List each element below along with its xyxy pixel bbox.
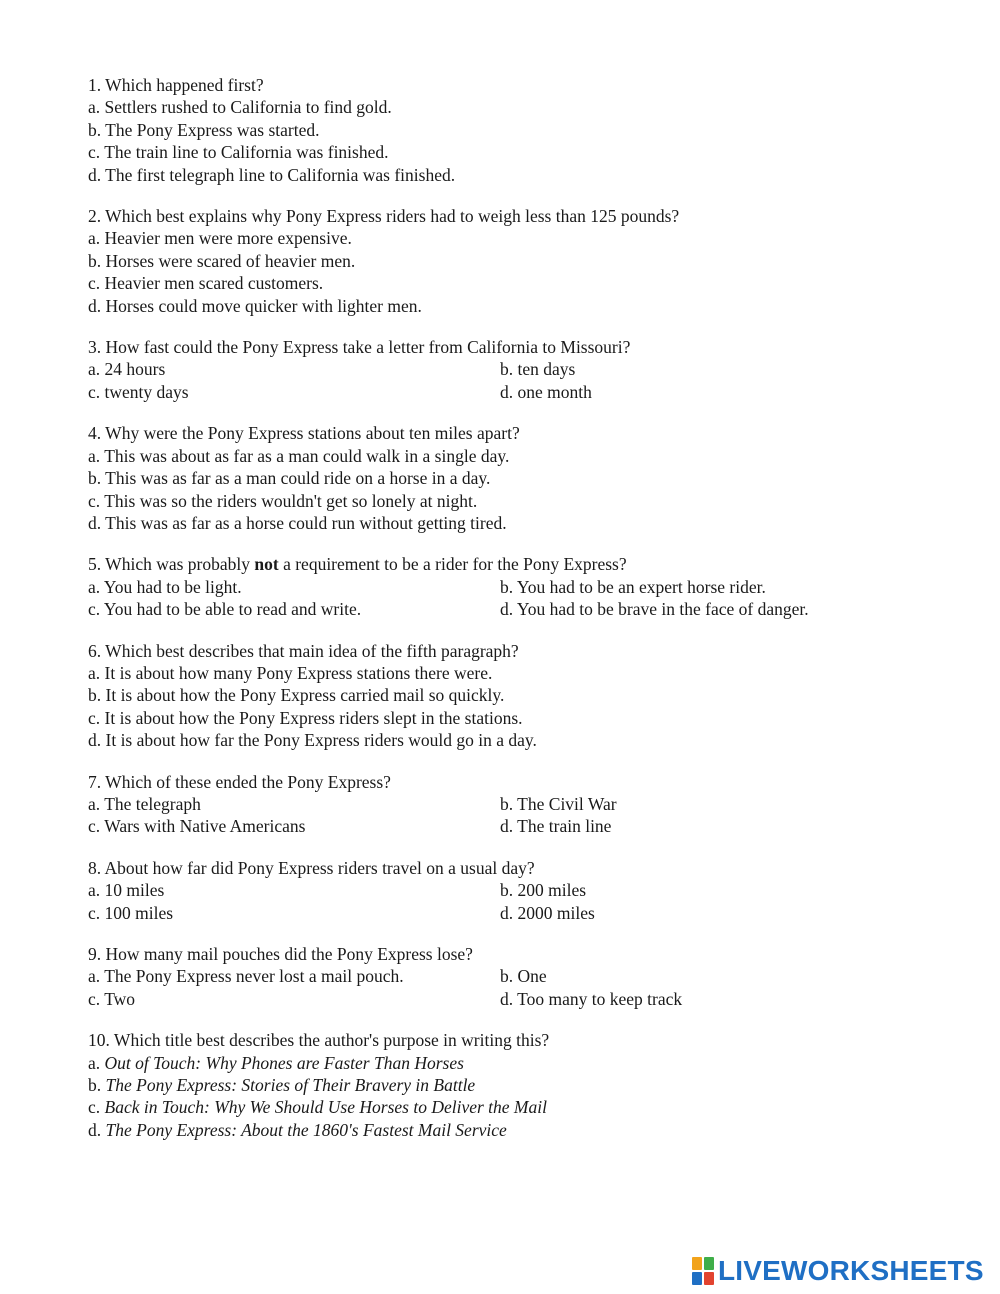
- question-2: [88, 205, 968, 317]
- option-letter: c.: [88, 1097, 105, 1118]
- option-letter: b.: [88, 1075, 106, 1096]
- question-10-option-b[interactable]: [88, 1074, 968, 1096]
- question-8: [88, 857, 968, 924]
- question-9-stem: 9. How many mail pouches did the Pony Express lose?: [88, 944, 473, 964]
- question-1-option-d[interactable]: d. The first telegraph line to California was finished.: [88, 164, 456, 185]
- question-3-option-a[interactable]: a. 24 hours: [88, 359, 166, 380]
- question-3-option-b[interactable]: b. ten days: [500, 359, 576, 380]
- question-4-option-a[interactable]: a. This was about as far as a man could walk in a single day.: [88, 445, 510, 466]
- question-6-option-b[interactable]: b. It is about how the Pony Express carried mail so quickly.: [88, 685, 505, 706]
- question-10-option-d[interactable]: [88, 1119, 968, 1141]
- question-1-option-c[interactable]: c. The train line to California was finished.: [88, 142, 389, 163]
- question-7-options: [88, 793, 968, 838]
- question-10-option-a[interactable]: [88, 1052, 968, 1074]
- question-7-stem: 7. Which of these ended the Pony Express?: [88, 771, 391, 792]
- question-6-stem: 6. Which best describes that main idea of the fifth paragraph?: [88, 640, 519, 661]
- question-2-option-d[interactable]: d. Horses could move quicker with lighter men.: [88, 295, 422, 316]
- question-5: [88, 553, 968, 620]
- question-6: [88, 640, 968, 752]
- question-9-option-c[interactable]: c. Two: [88, 988, 136, 1009]
- worksheet: [88, 74, 968, 1160]
- question-8-stem: 8. About how far did Pony Express riders travel on a usual day?: [88, 857, 535, 878]
- question-8-option-a[interactable]: a. 10 miles: [88, 880, 165, 901]
- question-7-option-a[interactable]: a. The telegraph: [88, 793, 201, 814]
- question-9-option-a[interactable]: a. The Pony Express never lost a mail pouch.: [88, 966, 404, 987]
- question-6-option-a[interactable]: a. It is about how many Pony Express stations there were.: [88, 662, 493, 683]
- question-5-stem-end: a requirement to be a rider for the Pony Express?: [278, 554, 627, 575]
- question-9: [88, 943, 968, 1010]
- question-10-stem: 10. Which title best describes the author's purpose in writing this?: [88, 1030, 550, 1051]
- question-3: [88, 336, 968, 403]
- question-2-option-c[interactable]: c. Heavier men scared customers.: [88, 273, 324, 294]
- question-10-option-c[interactable]: [88, 1096, 968, 1118]
- question-5-stem-emphasis: not: [254, 554, 279, 575]
- liveworksheets-brand[interactable]: [692, 1256, 984, 1286]
- question-2-stem: 2. Which best explains why Pony Express riders had to weigh less than 125 pounds?: [88, 206, 680, 227]
- option-title: The Pony Express: Stories of Their Bravery in Battle: [105, 1075, 476, 1096]
- question-5-option-b[interactable]: b. You had to be an expert horse rider.: [500, 576, 766, 597]
- question-4: [88, 422, 968, 534]
- question-7: [88, 771, 968, 838]
- question-9-option-d[interactable]: d. Too many to keep track: [500, 988, 683, 1009]
- question-8-option-b[interactable]: b. 200 miles: [500, 880, 587, 901]
- question-5-options: [88, 576, 968, 621]
- question-7-option-c[interactable]: c. Wars with Native Americans: [88, 816, 306, 837]
- option-title: The Pony Express: About the 1860's Fastest Mail Service: [105, 1119, 507, 1140]
- option-title: Back in Touch: Why We Should Use Horses to Deliver the Mail: [104, 1097, 547, 1118]
- liveworksheets-logo-icon: [692, 1257, 714, 1285]
- question-5-option-d[interactable]: d. You had to be brave in the face of danger.: [500, 599, 809, 620]
- logo-square-red: [704, 1272, 714, 1285]
- question-2-option-a[interactable]: a. Heavier men were more expensive.: [88, 228, 352, 249]
- question-9-option-b[interactable]: b. One: [500, 966, 547, 987]
- brand-wordmark: LIVEWORKSHEETS: [718, 1255, 984, 1286]
- option-letter: d.: [88, 1119, 106, 1140]
- question-7-option-d[interactable]: d. The train line: [500, 816, 612, 837]
- question-10: [88, 1029, 968, 1141]
- question-4-option-b[interactable]: b. This was as far as a man could ride on a horse in a day.: [88, 468, 491, 489]
- option-title: Out of Touch: Why Phones are Faster Than Horses: [104, 1052, 464, 1073]
- question-5-option-c[interactable]: c. You had to be able to read and write.: [88, 599, 362, 620]
- question-5-stem-start: 5. Which was probably: [88, 554, 255, 575]
- question-6-option-d[interactable]: d. It is about how far the Pony Express riders would go in a day.: [88, 730, 537, 751]
- question-3-option-d[interactable]: d. one month: [500, 381, 592, 402]
- question-5-option-a[interactable]: a. You had to be light.: [88, 576, 242, 597]
- question-9-options: [88, 965, 968, 1010]
- question-4-stem: 4. Why were the Pony Express stations about ten miles apart?: [88, 423, 520, 444]
- question-7-option-b[interactable]: b. The Civil War: [500, 793, 617, 814]
- question-8-option-d[interactable]: d. 2000 miles: [500, 902, 595, 923]
- logo-square-blue: [692, 1272, 702, 1285]
- question-8-options: [88, 879, 968, 924]
- question-1-option-b[interactable]: b. The Pony Express was started.: [88, 119, 320, 140]
- question-3-stem: 3. How fast could the Pony Express take a letter from California to Missouri?: [88, 337, 631, 358]
- question-8-option-c[interactable]: c. 100 miles: [88, 902, 174, 923]
- question-1-option-a[interactable]: a. Settlers rushed to California to find gold.: [88, 97, 392, 118]
- question-5-stem: [88, 553, 968, 575]
- question-3-option-c[interactable]: c. twenty days: [88, 381, 189, 402]
- logo-square-orange: [692, 1257, 702, 1270]
- question-4-option-d[interactable]: d. This was as far as a horse could run without getting tired.: [88, 512, 507, 533]
- question-1-stem: 1. Which happened first?: [88, 75, 264, 95]
- question-1: [88, 74, 968, 186]
- question-4-option-c[interactable]: c. This was so the riders wouldn't get so lonely at night.: [88, 490, 478, 511]
- question-3-options: [88, 358, 968, 403]
- question-2-option-b[interactable]: b. Horses were scared of heavier men.: [88, 250, 356, 271]
- logo-square-green: [704, 1257, 714, 1270]
- question-6-option-c[interactable]: c. It is about how the Pony Express riders slept in the stations.: [88, 707, 523, 728]
- option-letter: a.: [88, 1052, 105, 1073]
